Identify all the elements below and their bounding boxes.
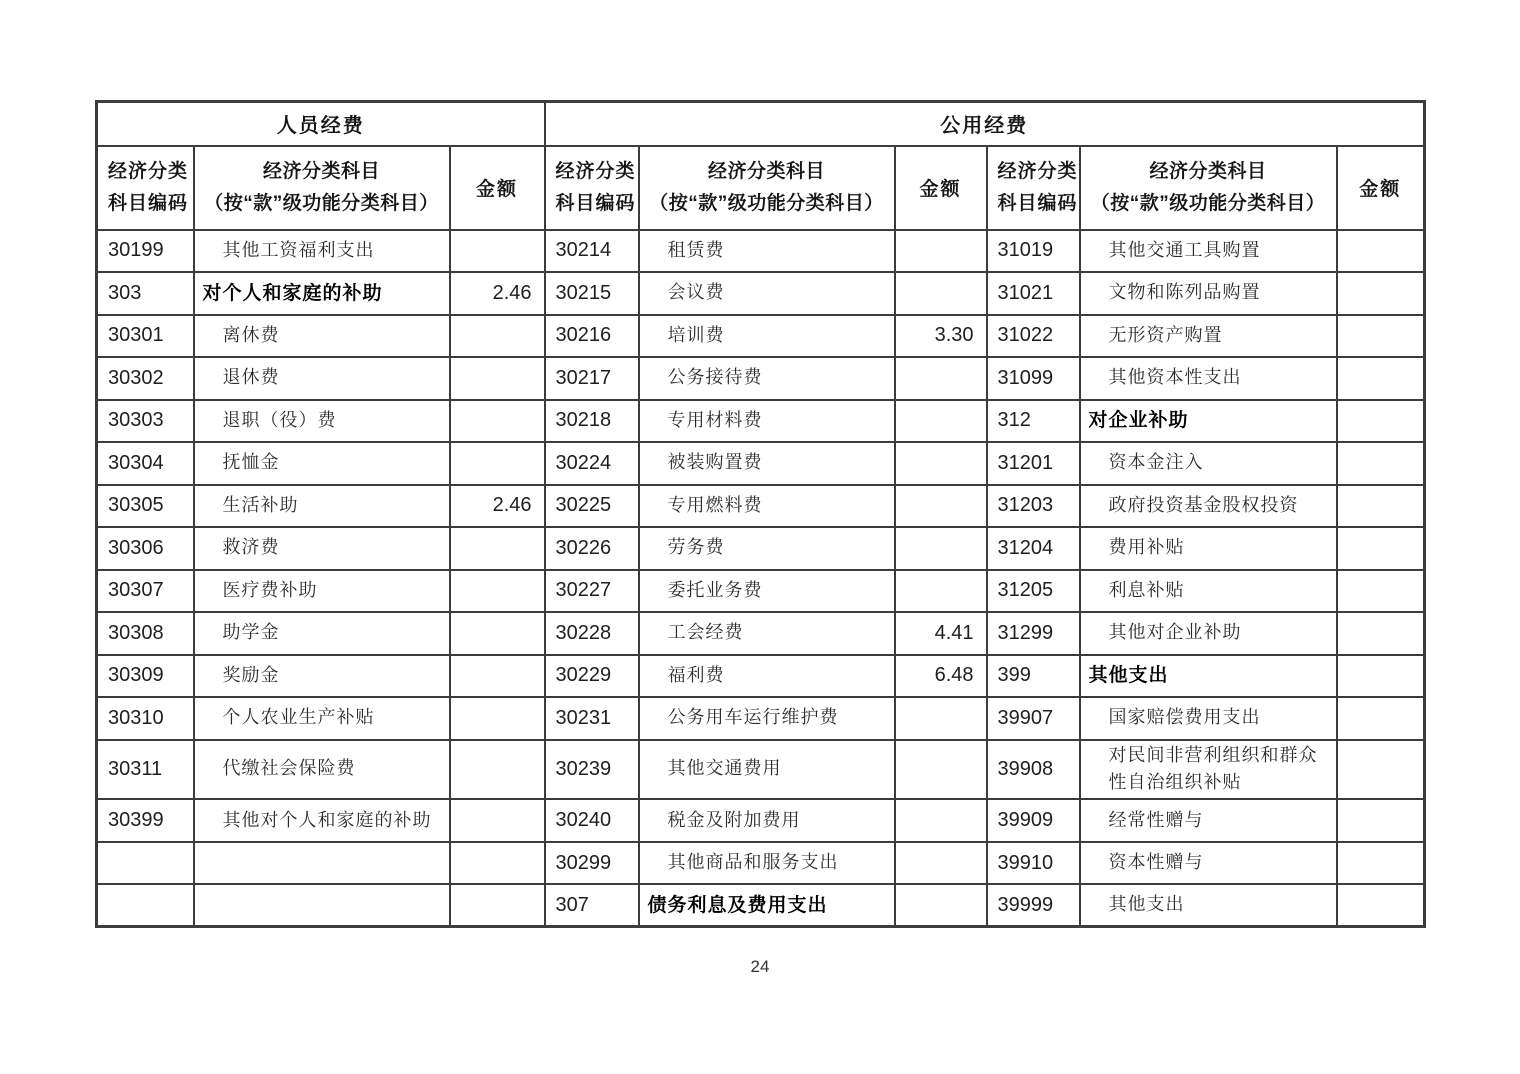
table-row (97, 740, 1425, 800)
code-cell: 31205 (987, 570, 1080, 613)
header-code-line2: 科目编码 (108, 192, 189, 214)
subject-cell: 文物和陈列品购置 (1080, 272, 1337, 315)
code-cell: 307 (545, 884, 639, 927)
table-row (97, 400, 1425, 443)
subject-cell: 抚恤金 (194, 442, 450, 485)
code-cell: 30216 (545, 315, 639, 358)
code-cell: 30239 (545, 740, 639, 800)
code-cell: 30399 (97, 799, 194, 842)
amount-cell (895, 357, 987, 400)
subject-cell: 资本金注入 (1080, 442, 1337, 485)
subject-cell: 退职（役）费 (194, 400, 450, 443)
table-row (97, 884, 1425, 927)
subject-cell: 其他对企业补助 (1080, 612, 1337, 655)
amount-cell (1337, 884, 1425, 927)
subject-cell: 国家赔偿费用支出 (1080, 697, 1337, 740)
subject-cell: 救济费 (194, 527, 450, 570)
subject-cell: 政府投资基金股权投资 (1080, 485, 1337, 528)
amount-cell (450, 799, 545, 842)
column-header-row (97, 146, 1425, 230)
table-row (97, 799, 1425, 842)
header-subject-line1: 经济分类科目 (708, 160, 826, 182)
subject-cell: 其他工资福利支出 (194, 230, 450, 273)
subject-cell: 其他资本性支出 (1080, 357, 1337, 400)
subject-cell: 对民间非营利组织和群众性自治组织补贴 (1080, 740, 1337, 800)
subject-cell: 委托业务费 (639, 570, 895, 613)
code-cell: 30309 (97, 655, 194, 698)
subject-cell: 培训费 (639, 315, 895, 358)
amount-cell: 2.46 (450, 485, 545, 528)
amount-cell: 6.48 (895, 655, 987, 698)
table-row (97, 485, 1425, 528)
subject-cell: 奖励金 (194, 655, 450, 698)
code-cell: 31204 (987, 527, 1080, 570)
code-cell: 31021 (987, 272, 1080, 315)
header-code-line1: 经济分类 (997, 160, 1078, 182)
amount-cell (450, 697, 545, 740)
subject-cell: 对个人和家庭的补助 (194, 272, 450, 315)
table-row (97, 442, 1425, 485)
code-cell: 39907 (987, 697, 1080, 740)
amount-cell (895, 485, 987, 528)
amount-cell (1337, 442, 1425, 485)
header-amount-3: 金额 (1337, 146, 1425, 230)
subject-cell: 其他交通费用 (639, 740, 895, 800)
subject-cell: 其他对个人和家庭的补助 (194, 799, 450, 842)
amount-cell (450, 570, 545, 613)
code-cell: 30229 (545, 655, 639, 698)
header-subject-2 (639, 146, 895, 230)
subject-cell: 退休费 (194, 357, 450, 400)
subject-cell: 专用燃料费 (639, 485, 895, 528)
header-subject-line1: 经济分类科目 (1149, 160, 1267, 182)
header-code-line2: 科目编码 (997, 192, 1078, 214)
header-subject-line1: 经济分类科目 (262, 160, 380, 182)
code-cell: 39910 (987, 842, 1080, 885)
subject-cell: 公务用车运行维护费 (639, 697, 895, 740)
amount-cell (450, 400, 545, 443)
amount-cell (450, 357, 545, 400)
subject-cell: 公务接待费 (639, 357, 895, 400)
code-cell: 30307 (97, 570, 194, 613)
table-row (97, 697, 1425, 740)
group-header-public-funds: 公用经费 (545, 102, 1425, 146)
amount-cell (895, 740, 987, 800)
subject-cell: 利息补贴 (1080, 570, 1337, 613)
subject-cell (194, 884, 450, 927)
amount-cell (895, 442, 987, 485)
code-cell: 30302 (97, 357, 194, 400)
subject-cell: 无形资产购置 (1080, 315, 1337, 358)
amount-cell (1337, 655, 1425, 698)
header-amount-2: 金额 (895, 146, 987, 230)
code-cell: 39999 (987, 884, 1080, 927)
code-cell: 30299 (545, 842, 639, 885)
header-subject-1 (194, 146, 450, 230)
amount-cell (1337, 612, 1425, 655)
amount-cell: 3.30 (895, 315, 987, 358)
code-cell: 30231 (545, 697, 639, 740)
amount-cell (450, 612, 545, 655)
subject-cell: 被装购置费 (639, 442, 895, 485)
code-cell (97, 842, 194, 885)
table-row (97, 272, 1425, 315)
subject-cell: 其他支出 (1080, 884, 1337, 927)
table-row (97, 357, 1425, 400)
header-code-3 (987, 146, 1080, 230)
code-cell: 30224 (545, 442, 639, 485)
header-subject-line2: （按“款”级功能分类科目） (204, 192, 439, 214)
code-cell: 30214 (545, 230, 639, 273)
code-cell: 30310 (97, 697, 194, 740)
code-cell (97, 884, 194, 927)
header-code-line1: 经济分类 (555, 160, 636, 182)
amount-cell (450, 740, 545, 800)
amount-cell (1337, 570, 1425, 613)
page-number: 24 (750, 957, 770, 976)
header-code-line2: 科目编码 (555, 192, 636, 214)
amount-cell (1337, 527, 1425, 570)
amount-cell (1337, 740, 1425, 800)
subject-cell: 劳务费 (639, 527, 895, 570)
code-cell: 30311 (97, 740, 194, 800)
subject-cell: 其他交通工具购置 (1080, 230, 1337, 273)
table-row (97, 655, 1425, 698)
code-cell: 31201 (987, 442, 1080, 485)
subject-cell: 专用材料费 (639, 400, 895, 443)
amount-cell (895, 884, 987, 927)
table-row (97, 315, 1425, 358)
header-code-2 (545, 146, 639, 230)
subject-cell: 税金及附加费用 (639, 799, 895, 842)
subject-cell: 会议费 (639, 272, 895, 315)
amount-cell (895, 570, 987, 613)
amount-cell: 2.46 (450, 272, 545, 315)
amount-cell (895, 272, 987, 315)
subject-cell: 租赁费 (639, 230, 895, 273)
header-subject-3 (1080, 146, 1337, 230)
subject-cell: 个人农业生产补贴 (194, 697, 450, 740)
code-cell: 30215 (545, 272, 639, 315)
amount-cell (1337, 697, 1425, 740)
table-row (97, 527, 1425, 570)
amount-cell (1337, 799, 1425, 842)
amount-cell (1337, 842, 1425, 885)
header-code-1 (97, 146, 194, 230)
code-cell: 31203 (987, 485, 1080, 528)
amount-cell (895, 799, 987, 842)
amount-cell (450, 442, 545, 485)
code-cell: 30306 (97, 527, 194, 570)
amount-cell (450, 655, 545, 698)
amount-cell (1337, 230, 1425, 273)
code-cell: 31099 (987, 357, 1080, 400)
subject-cell: 代缴社会保险费 (194, 740, 450, 800)
code-cell: 312 (987, 400, 1080, 443)
table-row (97, 570, 1425, 613)
amount-cell (450, 842, 545, 885)
code-cell: 30227 (545, 570, 639, 613)
amount-cell (895, 400, 987, 443)
amount-cell (1337, 272, 1425, 315)
code-cell: 31019 (987, 230, 1080, 273)
subject-cell: 其他支出 (1080, 655, 1337, 698)
subject-cell: 其他商品和服务支出 (639, 842, 895, 885)
code-cell: 30199 (97, 230, 194, 273)
subject-cell: 离休费 (194, 315, 450, 358)
budget-table (95, 100, 1426, 928)
code-cell: 39908 (987, 740, 1080, 800)
header-code-line1: 经济分类 (108, 160, 189, 182)
amount-cell (895, 842, 987, 885)
amount-cell (450, 884, 545, 927)
amount-cell (450, 230, 545, 273)
subject-cell: 助学金 (194, 612, 450, 655)
amount-cell (450, 527, 545, 570)
code-cell: 30304 (97, 442, 194, 485)
amount-cell (1337, 315, 1425, 358)
code-cell: 31022 (987, 315, 1080, 358)
subject-cell: 债务利息及费用支出 (639, 884, 895, 927)
header-amount-1: 金额 (450, 146, 545, 230)
code-cell: 30217 (545, 357, 639, 400)
code-cell: 399 (987, 655, 1080, 698)
amount-cell (1337, 485, 1425, 528)
table-row (97, 612, 1425, 655)
code-cell: 30303 (97, 400, 194, 443)
header-subject-line2: （按“款”级功能分类科目） (1090, 192, 1326, 214)
subject-cell: 对企业补助 (1080, 400, 1337, 443)
amount-cell (895, 697, 987, 740)
code-cell: 30308 (97, 612, 194, 655)
code-cell: 31299 (987, 612, 1080, 655)
code-cell: 30301 (97, 315, 194, 358)
code-cell: 30305 (97, 485, 194, 528)
subject-cell: 资本性赠与 (1080, 842, 1337, 885)
code-cell: 30228 (545, 612, 639, 655)
amount-cell (895, 527, 987, 570)
code-cell: 30240 (545, 799, 639, 842)
subject-cell: 经常性赠与 (1080, 799, 1337, 842)
code-cell: 39909 (987, 799, 1080, 842)
amount-cell (450, 315, 545, 358)
table-row (97, 230, 1425, 273)
subject-cell: 福利费 (639, 655, 895, 698)
code-cell: 30226 (545, 527, 639, 570)
group-header-row (97, 102, 1425, 146)
subject-cell: 医疗费补助 (194, 570, 450, 613)
code-cell: 303 (97, 272, 194, 315)
subject-cell: 生活补助 (194, 485, 450, 528)
header-subject-line2: （按“款”级功能分类科目） (649, 192, 884, 214)
code-cell: 30218 (545, 400, 639, 443)
amount-cell: 4.41 (895, 612, 987, 655)
group-header-personnel-funds: 人员经费 (97, 102, 545, 146)
subject-cell: 工会经费 (639, 612, 895, 655)
code-cell: 30225 (545, 485, 639, 528)
table-row (97, 842, 1425, 885)
amount-cell (1337, 357, 1425, 400)
subject-cell (194, 842, 450, 885)
subject-cell: 费用补贴 (1080, 527, 1337, 570)
amount-cell (895, 230, 987, 273)
amount-cell (1337, 400, 1425, 443)
